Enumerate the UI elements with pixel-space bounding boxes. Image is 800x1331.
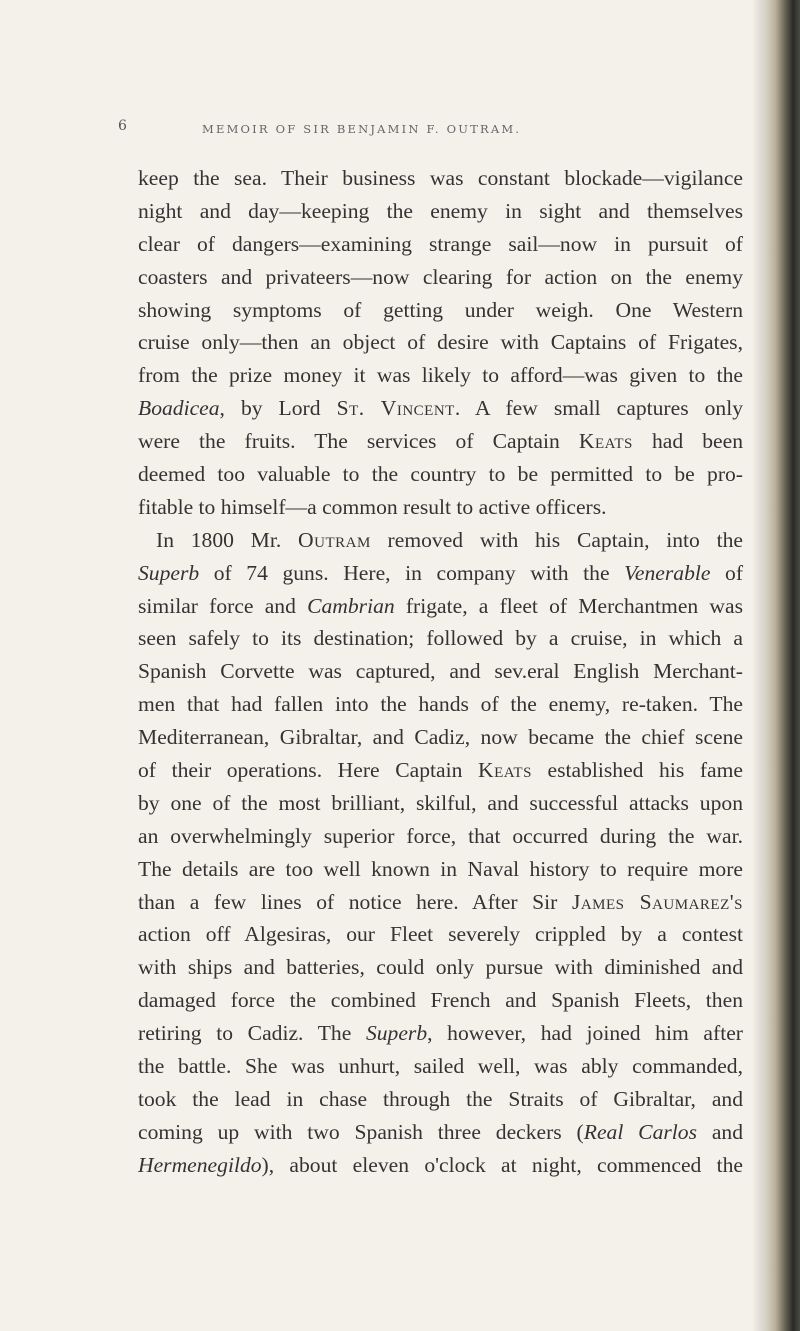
text-line: fitable to himself—a common result to active officers.: [138, 494, 607, 519]
text-line: by one of the most brilliant, skilful, and successful attacks upon: [138, 790, 743, 815]
text-line: an overwhelmingly superior force, that occurred during the war.: [138, 823, 743, 848]
ship-name: Venerable: [624, 560, 711, 585]
text-line: than a few lines of notice here. After Sir James Saumarez's: [138, 889, 743, 914]
text-line: seen safely to its destination; followed by a cruise, in which a: [138, 626, 743, 651]
body-text: [138, 162, 743, 1182]
text-line: of their operations. Here Captain Keats established his fame: [138, 758, 743, 783]
text-line: Mediterranean, Gibraltar, and Cadiz, now became the chief scene: [138, 725, 743, 750]
text-line: coasters and privateers—now clearing for action on the enemy: [138, 264, 743, 289]
text-line: showing symptoms of getting under weigh. One Western: [138, 297, 743, 322]
text-line: damaged force the combined French and Spanish Fleets, then: [138, 988, 743, 1013]
text-line: deemed too valuable to the country to be permitted to be pro-: [138, 462, 743, 487]
ship-name: Superb: [138, 560, 200, 585]
text-line: night and day—keeping the enemy in sight and themselves: [138, 198, 743, 223]
text-line: cruise only—then an object of desire with Captains of Frigates,: [138, 330, 743, 355]
text-line: with ships and batteries, could only pursue with diminished and: [138, 955, 743, 980]
page-number: 6: [118, 118, 127, 134]
book-binding-edge: [765, 0, 800, 1331]
person-name: Keats: [477, 758, 532, 783]
text-line: Spanish Corvette was captured, and sev.eral English Merchant-: [138, 659, 743, 684]
page-gutter-shadow: [752, 0, 766, 1331]
text-line: retiring to Cadiz. The Superb, however, had joined him after: [138, 1021, 743, 1046]
text-line: were the fruits. The services of Captain Keats had been: [138, 429, 743, 454]
text-line: Superb of 74 guns. Here, in company with the Venerable of: [138, 560, 744, 585]
ship-name: Real Carlos: [583, 1119, 697, 1144]
text-line: Boadicea, by Lord St. Vincent. A few small captures only: [138, 396, 743, 421]
ship-name: Hermenegildo: [138, 1152, 262, 1177]
ship-name: Boadicea: [138, 396, 220, 421]
text-line: men that had fallen into the hands of the enemy, re-taken. The: [138, 692, 743, 717]
person-name: St. Vincent: [336, 396, 455, 421]
text-line: the battle. She was unhurt, sailed well, was ably commanded,: [138, 1054, 743, 1079]
text-line: coming up with two Spanish three deckers (Real Carlos and: [138, 1119, 744, 1144]
text-line: took the lead in chase through the Straits of Gibraltar, and: [138, 1086, 743, 1111]
person-name: Keats: [578, 429, 633, 454]
person-name: Outram: [298, 527, 371, 552]
ship-name: Superb: [365, 1021, 428, 1046]
ship-name: Cambrian: [307, 593, 395, 618]
text-line: clear of dangers—examining strange sail—now in pursuit of: [138, 231, 743, 256]
text-line: Hermenegildo), about eleven o'clock at night, commenced the: [138, 1152, 743, 1177]
text-line: from the prize money it was likely to afford—was given to the: [138, 363, 743, 388]
text-line: The details are too well known in Naval history to require more: [138, 856, 743, 881]
text-line: action off Algesiras, our Fleet severely crippled by a contest: [138, 922, 743, 947]
text-line: keep the sea. Their business was constant blockade—vigilance: [138, 166, 743, 190]
text-line: similar force and Cambrian frigate, a fleet of Merchantmen was: [138, 593, 743, 618]
person-name: James Saumarez's: [571, 889, 743, 914]
text-line: In 1800 Mr. Outram removed with his Captain, into the: [156, 527, 743, 552]
running-head: MEMOIR OF SIR BENJAMIN F. OUTRAM.: [202, 122, 522, 136]
